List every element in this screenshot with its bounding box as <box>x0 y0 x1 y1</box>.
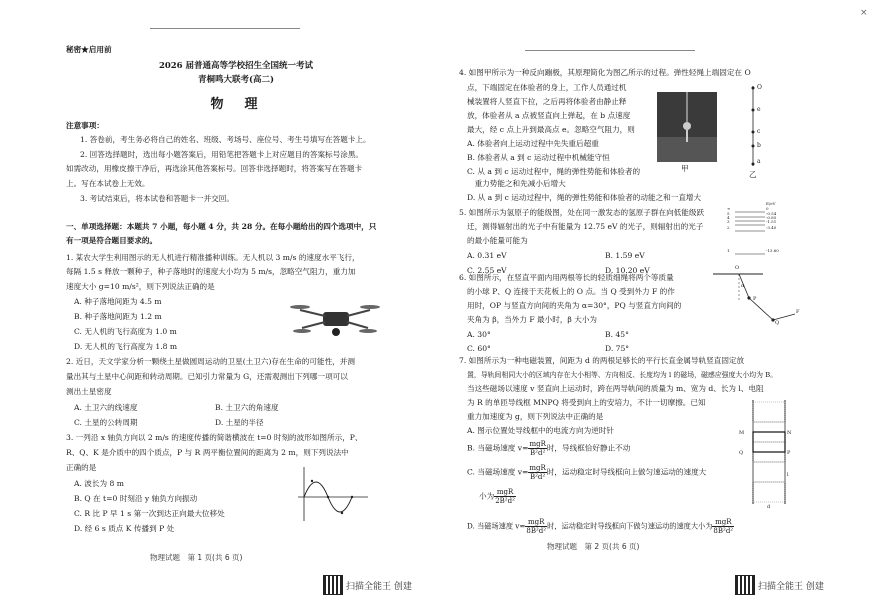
fraction-denominator: 8B²d² <box>713 527 734 535</box>
energy-value: -0.85 <box>766 215 777 220</box>
level-label: 3 <box>727 219 730 224</box>
level-label: 1 <box>727 248 730 253</box>
fig-label-yi: 乙 <box>749 170 757 179</box>
q5-option-a: A. 0.31 eV <box>467 251 507 260</box>
q7-option-d-pre: D. 当磁场速度 v= <box>467 521 526 531</box>
notice-line: 如需改动，用橡皮擦干净后，再选涂其他答案标号。回答非选择题时，将答案写在答题卡 <box>66 164 363 173</box>
q2-stem: 2. 近日，天文学家分析一颗绕土星做圆周运动的卫星(土卫六)存在生命的可能性，并测 <box>66 357 355 366</box>
energy-value: -13.60 <box>766 248 779 253</box>
q7-option-b-post: 时，导线框恰好静止不动 <box>546 443 631 453</box>
q7-option-a: A. 图示位置处导线框中的电流方向为逆时针 <box>467 426 614 435</box>
q2-option-d: D. 土星的半径 <box>215 418 264 427</box>
q3-stem: 3. 一列沿 x 轴负方向以 2 m/s 的速度传播的简谐横波在 t=0 时刻的波形如图所示，P、 <box>66 433 363 442</box>
q1-stem: 每隔 1.5 s 释放一颗种子，种子落地时的速度大小均为 5 m/s，忽略空气阻力，重力加 <box>66 267 356 276</box>
fraction-numerator: mgR <box>525 518 547 527</box>
fraction-denominator: 2B²d² <box>495 497 515 505</box>
q4-stem: 械装置将人竖直下拉，之后再将体验者由静止释 <box>467 97 627 106</box>
point-label: O <box>757 84 762 91</box>
q4-option-c-cont: 重力势能之和先减小后增大 <box>467 179 566 188</box>
q5-stem: 迁，测得辐射出的光子中有能量为 12.75 eV 的光子，则辐射出的光子 <box>467 222 704 231</box>
q7-stem: 置，导轨间相同大小的区域内存在大小相等、方向相反、长度均为 l 的磁场，磁感应强度大小均为 B。 <box>467 371 778 379</box>
formula-fraction <box>528 464 546 481</box>
bungee-photo <box>657 92 717 162</box>
q4-option-b: B. 体验者从 a 到 c 运动过程中机械能守恒 <box>467 153 610 162</box>
dimension-label: l <box>787 472 789 478</box>
fraction-numerator: mgR <box>529 464 546 472</box>
q6-option-c: C. 60° <box>467 344 491 353</box>
page-footer: 物理试题 第 1 页(共 6 页) <box>150 553 243 562</box>
q5-stem: 的最小能量可能为 <box>467 236 528 245</box>
point-label: a <box>757 158 761 165</box>
bungee-diagram <box>745 80 779 180</box>
q4-stem: 点，下端固定在体验者的身上，工作人员通过机 <box>467 83 627 92</box>
q4-stem: 最大，经 c 点上升到最高点 e。忽略空气阻力，则 <box>467 125 635 134</box>
q7-stem: 重力加速度为 g，则下列说法中正确的是 <box>467 412 604 421</box>
wave-figure <box>292 463 370 525</box>
q3-option-a: A. 波长为 8 m <box>74 479 124 488</box>
fraction-denominator: B²d² <box>529 473 546 481</box>
qr-code-icon <box>323 575 343 595</box>
q6-stem: 夹角为 β，当外力 F 最小时，β 大小为 <box>467 315 598 324</box>
point-label: c <box>757 128 761 135</box>
qr-code-icon <box>735 575 755 595</box>
confidential-mark: 秘密★启用前 <box>66 45 112 54</box>
q7-option-c-pre: C. 当磁场速度 v= <box>467 467 529 477</box>
level-label: ∞ <box>727 206 731 211</box>
scan-watermark: 扫描全能王 创建 <box>758 582 824 592</box>
formula-fraction <box>525 518 547 535</box>
q7-option-c-line2: 小为 <box>479 491 495 501</box>
frame-corner-label: P <box>787 450 791 456</box>
exam-title: 2026 届普通高等学校招生全国统一考试 <box>158 61 314 71</box>
energy-value: -0.54 <box>766 211 777 216</box>
notice-line: 2. 回答选择题时，选出每小题答案后，用铅笔把答题卡上对应题目的答案标号涂黑。 <box>80 150 364 159</box>
q7-stem: 当这些磁场以速度 v 竖直向上运动时，跨在两导轨间的质量为 m、宽为 d、长为 l、电阻 <box>467 384 764 393</box>
fraction-numerator: mgR <box>494 488 516 497</box>
q5-option-b: B. 1.59 eV <box>605 251 645 260</box>
fig-label: O <box>735 265 740 271</box>
q3-stem: 正确的是 <box>66 463 97 472</box>
exam-subtitle: 青桐鸣大联考(高二) <box>197 75 275 85</box>
frame-corner-label: Q <box>739 450 744 456</box>
q2-option-a: A. 土卫六的线速度 <box>74 403 138 412</box>
frame-corner-label: M <box>739 430 745 436</box>
fraction-denominator: 8B²d² <box>526 527 547 535</box>
q3-option-b: B. Q 在 t=0 时刻沿 y 轴负方向振动 <box>74 494 198 503</box>
energy-value: 0 <box>766 206 769 211</box>
level-label: 2 <box>727 225 730 230</box>
q1-option-d: D. 无人机的飞行高度为 1.8 m <box>74 342 178 351</box>
q7-option-b-pre: B. 当磁场速度 v= <box>467 443 529 453</box>
q7-option-c-post: 时，运动稳定时导线框向上做匀速运动的速度大 <box>546 467 707 477</box>
q4-option-a: A. 体验者向上运动过程中先失重后超重 <box>467 139 599 148</box>
fig-label: Q <box>775 320 780 326</box>
fraction-denominator: B²d² <box>530 449 546 457</box>
page-footer: 物理试题 第 2 页(共 6 页) <box>547 542 640 551</box>
scan-watermark: 扫描全能王 创建 <box>346 582 412 592</box>
q6-stem: 6. 如图所示，在竖直平面内用两根等长的轻质细绳将两个等质量 <box>459 273 674 282</box>
q4-stem: 放，体验者从 a 点被竖直向上弹起，在 b 点速度 <box>467 111 631 120</box>
notice-line: 3. 考试结束后，将本试卷和答题卡一并交回。 <box>80 194 234 203</box>
q3-stem: R、Q、K 是介质中的四个质点，P 与 R 两平衡位置间的距离为 2 m，则下列说法中 <box>66 448 349 457</box>
q1-option-a: A. 种子落地间距为 4.5 m <box>74 297 162 306</box>
q7-option-d <box>467 518 734 535</box>
page-right <box>435 0 870 615</box>
q6-stem: 的小球 P、Q 连接于天花板上的 O 点。当 Q 受到外力 F 的作 <box>467 287 675 296</box>
q6-option-d: D. 75° <box>605 344 630 353</box>
fig-label: P <box>753 296 757 302</box>
section-title: 一、单项选择题：本题共 7 小题，每小题 4 分，共 28 分。在每小题给出的四个选项中，只 <box>66 222 377 231</box>
q5-option-c: C. 2.55 eV <box>467 266 507 275</box>
q1-option-c: C. 无人机的飞行高度为 1.0 m <box>74 327 177 336</box>
q4-option-c: C. 从 a 到 c 运动过程中，绳的弹性势能和体验者的 <box>467 167 641 176</box>
corner-mark-icon: × <box>860 8 868 18</box>
fig-label-jia: 甲 <box>681 164 689 173</box>
fig-label: F <box>796 309 800 315</box>
q3-option-d: D. 经 6 s 质点 K 传播到 P 处 <box>74 524 175 533</box>
fig-label: α <box>741 283 745 289</box>
q6-stem: 用时，OP 与竖直方向间的夹角为 α=30°，PQ 与竖直方向间的 <box>467 301 682 310</box>
notice-line: 上。写在本试卷上无效。 <box>66 179 150 188</box>
fraction-numerator: mgR <box>529 440 546 448</box>
q3-option-c: C. R 比 P 早 1 s 第一次到达正向最大位移处 <box>74 509 225 518</box>
q4-option-d: D. 从 a 到 c 运动过程中，绳的弹性势能和体验者的动能之和一直增大 <box>467 193 702 202</box>
q2-option-c: C. 土星的公转周期 <box>74 418 138 427</box>
point-label: b <box>757 142 761 149</box>
q1-stem: 1. 某农大学生利用图示的无人机进行精准播种训练。无人机以 3 m/s 的速度水平飞行， <box>66 253 360 262</box>
q7-option-b <box>467 440 630 457</box>
q5-stem: 5. 如图所示为氢原子的能级图，处在同一激发态的氢原子群在向低能级跃 <box>459 208 705 217</box>
q6-option-b: B. 45° <box>605 330 629 339</box>
notice-title: 注意事项： <box>66 121 104 130</box>
q2-stem: 测出土星密度 <box>66 387 112 396</box>
level-label: 5 <box>727 211 730 216</box>
q7-stem: 7. 如图所示为一种电磁装置，间距为 d 的两根足够长的平行长直金属导轨竖直固定放 <box>459 356 745 365</box>
fraction-numerator: mgR <box>712 518 734 527</box>
formula-fraction <box>712 518 734 535</box>
q7-option-c <box>467 464 706 481</box>
energy-value: -3.40 <box>766 225 777 230</box>
q7-option-c-cont <box>479 488 516 505</box>
drone-figure <box>290 292 380 347</box>
q2-stem: 量出其与土星中心间距和转动周期。已知引力常量为 G，还需观测出下列哪一项可以 <box>66 372 348 381</box>
q5-option-d: D. 10.20 eV <box>605 266 650 275</box>
q1-stem: 速度大小 g=10 m/s²，则下列说法正确的是 <box>66 282 215 291</box>
q4-stem: 4. 如图甲所示为一种反向蹦极，其原理简化为图乙所示的过程。弹性轻绳上端固定在 O <box>459 68 751 77</box>
q1-option-b: B. 种子落地间距为 1.2 m <box>74 312 162 321</box>
energy-value: -1.51 <box>766 219 777 224</box>
q7-stem: 为 R 的单匝导线框 MNPQ 将受到向上的安培力，不计一切摩擦。已知 <box>467 398 706 407</box>
formula-fraction <box>528 440 546 457</box>
subject-title: 物 理 <box>210 97 262 112</box>
point-label: e <box>757 106 761 113</box>
section-title-cont: 有一项是符合题目要求的。 <box>66 236 158 245</box>
level-label: 4 <box>727 215 730 220</box>
q6-option-a: A. 30° <box>467 330 491 339</box>
q7-option-d-post: 时，运动稳定时导线框向下做匀速运动的速度大小为 <box>547 521 713 531</box>
energy-axis-label: E/eV <box>766 201 776 206</box>
notice-line: 1. 答卷前，考生务必将自己的姓名、班级、考场号、座位号、考生号填写在答题卡上。 <box>80 135 371 144</box>
q2-option-b: B. 土卫六的角速度 <box>215 403 279 412</box>
frame-corner-label: N <box>787 430 792 436</box>
formula-fraction <box>494 488 516 505</box>
dimension-label: d <box>767 504 771 510</box>
